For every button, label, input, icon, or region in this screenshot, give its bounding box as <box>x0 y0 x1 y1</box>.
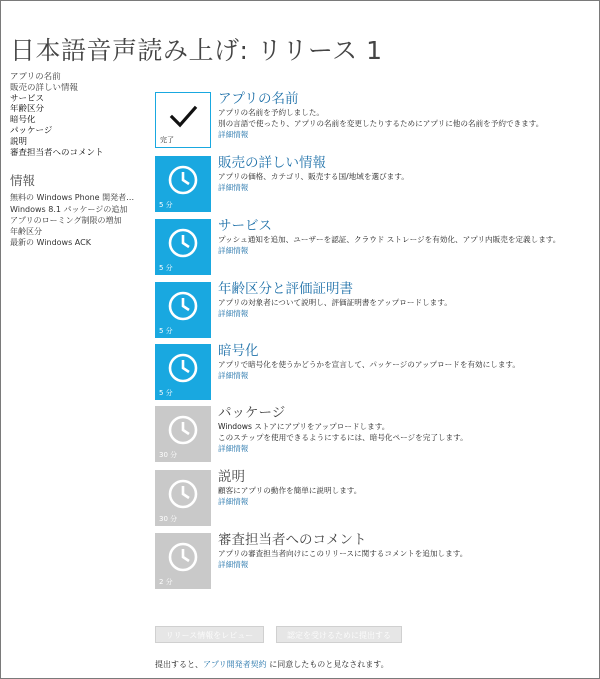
step-description: アプリで暗号化を使うかどうかを宣言して、パッケージのアップロードを有効にします。 <box>218 360 520 369</box>
step-time: 完了 <box>160 136 174 144</box>
footer-prefix: 提出すると、 <box>155 660 203 669</box>
step-time: 30 分 <box>159 515 178 523</box>
step-time: 5 分 <box>159 201 173 209</box>
step-description: 顧客にアプリの動作を簡単に説明します。 <box>218 486 362 495</box>
step-packages <box>155 406 595 464</box>
step-description: プッシュ通知を追加、ユーザーを認証、クラウド ストレージを有効化、アプリ内販売を定義します。 <box>218 235 561 244</box>
step-tile[interactable] <box>155 92 211 148</box>
info-heading: 情報 <box>10 173 36 189</box>
step-tile[interactable] <box>155 219 211 275</box>
step-title[interactable]: 販売の詳しい情報 <box>218 155 326 171</box>
sidebar <box>10 72 140 248</box>
sidebar-item-packages[interactable]: パッケージ <box>10 125 53 136</box>
info-link-roaming-limit[interactable]: アプリのローミング制限の増加 <box>10 215 122 225</box>
step-tile[interactable] <box>155 282 211 338</box>
learn-more-link[interactable]: 詳細情報 <box>218 246 249 255</box>
step-notes-to-testers <box>155 533 595 591</box>
clock-icon <box>168 415 198 445</box>
checkmark-icon <box>168 102 198 132</box>
step-tile[interactable] <box>155 344 211 400</box>
step-description <box>155 470 595 528</box>
learn-more-link[interactable]: 詳細情報 <box>218 309 249 318</box>
step-services <box>155 219 595 277</box>
review-release-button[interactable]: リリース情報をレビュー <box>155 626 264 643</box>
learn-more-link[interactable]: 詳細情報 <box>218 560 249 569</box>
sidebar-item-services[interactable]: サービス <box>10 93 45 104</box>
learn-more-link[interactable]: 詳細情報 <box>218 371 249 380</box>
info-link-age-rating[interactable]: 年齢区分 <box>10 226 42 236</box>
clock-icon <box>168 542 198 572</box>
step-age-rating <box>155 282 595 340</box>
step-title[interactable]: 年齢区分と評価証明書 <box>218 281 353 297</box>
clock-icon <box>168 291 198 321</box>
learn-more-link[interactable]: 詳細情報 <box>218 497 249 506</box>
learn-more-link[interactable]: 詳細情報 <box>218 444 249 453</box>
step-tile <box>155 533 211 589</box>
footer-suffix: に同意したものと見なされます。 <box>266 660 389 669</box>
step-tile[interactable] <box>155 156 211 212</box>
step-cryptography <box>155 344 595 402</box>
sidebar-item-age-rating[interactable]: 年齢区分 <box>10 104 45 115</box>
step-time: 5 分 <box>159 327 173 335</box>
sidebar-item-selling-details[interactable]: 販売の詳しい情報 <box>10 82 79 93</box>
step-title: 説明 <box>218 469 245 485</box>
info-link-windows-ack[interactable]: 最新の Windows ACK <box>10 238 91 248</box>
step-selling-details <box>155 156 595 214</box>
step-description: 別の言語で使ったり、アプリの名前を変更したりするためにアプリに他の名前を予約できます。 <box>218 119 544 128</box>
sidebar-item-cryptography[interactable]: 暗号化 <box>10 115 36 126</box>
sidebar-item-app-name[interactable]: アプリの名前 <box>10 72 61 82</box>
step-title[interactable]: サービス <box>218 218 272 234</box>
sidebar-item-description[interactable]: 説明 <box>10 136 28 147</box>
step-title: 審査担当者へのコメント <box>218 532 367 548</box>
step-app-name <box>155 92 595 150</box>
clock-icon <box>168 165 198 195</box>
clock-icon <box>168 228 198 258</box>
submit-for-certification-button[interactable]: 認定を受けるために提出する <box>276 626 402 643</box>
step-description: アプリの名前を予約しました。 <box>218 108 325 117</box>
clock-icon <box>168 479 198 509</box>
step-description: Windows ストアにアプリをアップロードします。 <box>218 422 390 431</box>
learn-more-link[interactable]: 詳細情報 <box>218 130 249 139</box>
step-time: 2 分 <box>159 578 173 586</box>
footer-agreement <box>155 659 389 670</box>
step-title[interactable]: 暗号化 <box>218 343 259 359</box>
step-description: アプリの対象者について説明し、評価証明書をアップロードします。 <box>218 298 452 307</box>
step-description: アプリの審査担当者向けにこのリリースに関するコメントを追加します。 <box>218 549 468 558</box>
step-description: このステップを使用できるようにするには、暗号化ページを完了します。 <box>218 433 468 442</box>
step-tile <box>155 470 211 526</box>
step-title: パッケージ <box>218 405 286 421</box>
sidebar-item-notes-to-testers[interactable]: 審査担当者へのコメント <box>10 147 104 158</box>
page-title: 日本語音声読み上げ: リリース 1 <box>10 35 383 65</box>
step-title[interactable]: アプリの名前 <box>218 91 299 107</box>
step-time: 30 分 <box>159 451 178 459</box>
info-link-windows-phone-dev[interactable]: 無料の Windows Phone 開発者… <box>10 193 135 203</box>
info-link-add-package[interactable]: Windows 8.1 パッケージの追加 <box>10 204 128 214</box>
step-description: アプリの価格、カテゴリ、販売する国/地域を選びます。 <box>218 172 409 181</box>
developer-agreement-link[interactable]: アプリ開発者契約 <box>203 660 267 669</box>
clock-icon <box>168 353 198 383</box>
step-time: 5 分 <box>159 389 173 397</box>
step-tile <box>155 406 211 462</box>
learn-more-link[interactable]: 詳細情報 <box>218 183 249 192</box>
step-time: 5 分 <box>159 264 173 272</box>
